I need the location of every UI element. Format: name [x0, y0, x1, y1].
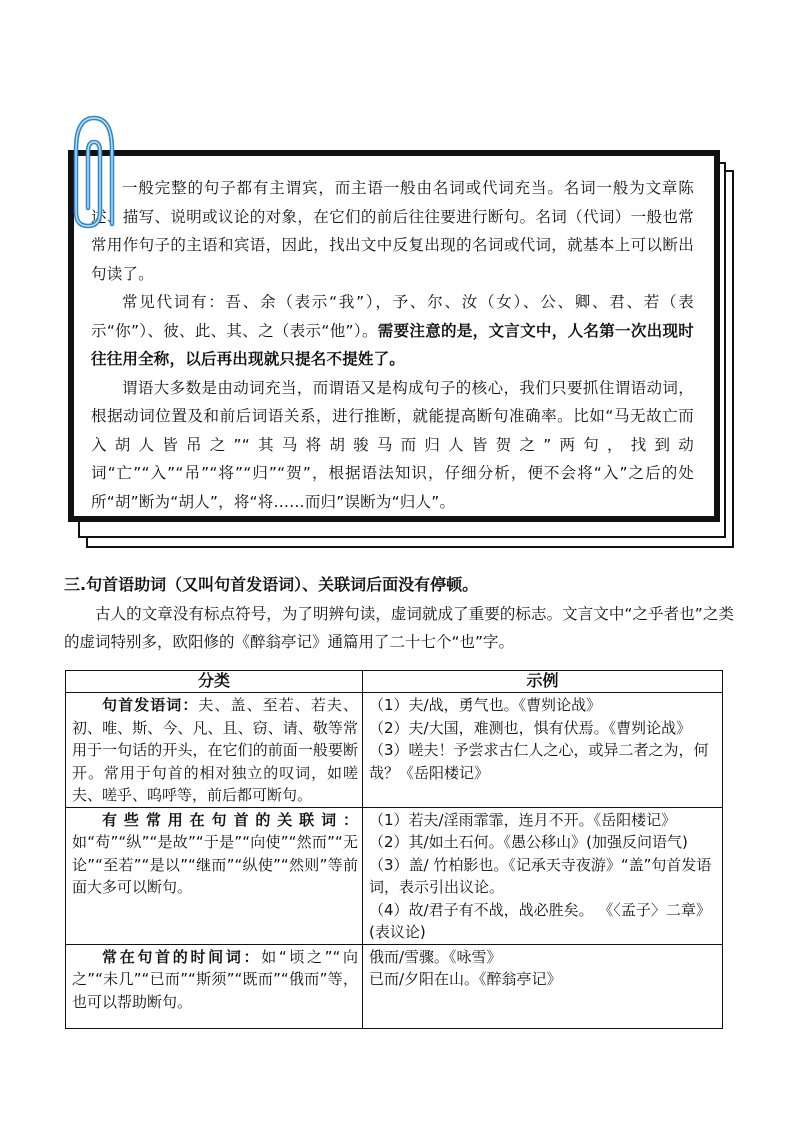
note-paragraph-3: 谓语大多数是由动词充当，而谓语又是构成句子的核心，我们只要抓住谓语动词，根据动词位置及和前后词语关系，进行推断，就能提高断句准确率。比如“马无故亡而入胡人皆吊之”“其马将胡骏马而归人皆贺之”两句，找到动词“亡”“入”“吊”“将”“归”“贺”，根据语法知识，仔细分析，便不会将“入”之后的处所“胡”断为“胡人”，将“将……而归”误断为“归人”。 — [91, 378, 694, 511]
examples-cell — [363, 693, 723, 808]
note-paragraph-2-emphasis: 需要注意的是，文言文中，人名第一次出现时往往用全称，以后再出现就只提名不提姓了。 — [91, 321, 694, 368]
category-title: 有些常用在句首的关联词： — [102, 810, 358, 829]
section-3-paragraph: 古人的文章没有标点符号，为了明辨句读，虚词就成了重要的标志。文言文中“之乎者也”之类的虚词特别多，欧阳修的《醉翁亭记》通篇用了二十七个“也”字。 — [64, 605, 734, 651]
category-title: 句首发语词： — [102, 696, 199, 714]
example-line: （1）若夫/淫雨霏霏，连月不开。《岳阳楼记》 — [369, 810, 677, 829]
header-category: 分类 — [66, 671, 363, 693]
note-paragraph-1: 一般完整的句子都有主谓宾，而主语一般由名词或代词充当。名词一般为文章陈述、描写、说明或议论的对象，在它们的前后往往要进行断句。名词（代词）一般也常常用作句子的主语和宾语，因此，找出文中反复出现的名词或代词，就基本上可以断出句读了。 — [91, 179, 694, 283]
example-line: 已而/夕阳在山。《醉翁亭记》 — [369, 970, 562, 988]
note-paragraph-2 — [91, 288, 694, 374]
category-text: 夫、盖、至若、若夫、初、唯、斯、今、凡、且、窃、请、敬等常用于一句话的开头，在它们的前面一般要断开。常用于句首的相对独立的叹词，如嗟夫、嗟乎、呜呼等，前后都可断句。 — [72, 696, 358, 804]
examples-cell — [363, 944, 723, 1028]
example-line: （2）夫/大国，难测也，惧有伏焉。《曹刿论战》 — [369, 718, 692, 737]
category-cell — [66, 693, 363, 808]
note-paragraph-2-text: 常见代词有：吾、余（表示“我”），予、尔、汝（女）、公、卿、君、若（表示“你”）、彼、此、其、之（表示“他”）。 — [91, 293, 694, 340]
example-line: （3）盖/ 竹柏影也。《记承天寺夜游》“盖”句首发语词，表示引出议论。 — [369, 855, 712, 896]
examples-cell — [363, 807, 723, 944]
table-row — [66, 807, 723, 944]
example-line: （4）故/君子有不战，战必胜矣。 《〈孟子〉二章》(表议论) — [369, 900, 711, 941]
section-3-heading: 三.句首语助词（又叫句首发语词）、关联词后面没有停顿。 — [64, 575, 479, 594]
table-header-row — [66, 671, 723, 693]
header-examples: 示例 — [363, 671, 723, 693]
category-text: 如“顷之”“向之”“未几”“已而”“斯须”“既而”“俄而”等，也可以帮助断句。 — [72, 947, 358, 1011]
category-title: 常在句首的时间词： — [102, 947, 262, 966]
paperclip-icon — [64, 112, 134, 232]
note-box — [68, 150, 720, 522]
example-line: （1）夫/战，勇气也。《曹刿论战》 — [369, 696, 602, 714]
example-line: （3）嗟夫！予尝求古仁人之心，或异二者之为，何哉？《岳阳楼记》 — [369, 741, 709, 782]
example-line: 俄而/雪骤。《咏雪》 — [369, 947, 502, 966]
category-cell — [66, 944, 363, 1028]
category-cell — [66, 807, 363, 944]
examples-table — [65, 670, 723, 1029]
table-row — [66, 944, 723, 1028]
table-row — [66, 693, 723, 808]
category-text: 如“苟”“纵”“是故”“于是”“向使”“然而”“无论”“至若”“是以”“继而”“纵使”“然则”等前面大多可以断句。 — [72, 833, 358, 896]
example-line: （2）其/如土石何。《愚公移山》(加强反问语气) — [369, 833, 688, 851]
